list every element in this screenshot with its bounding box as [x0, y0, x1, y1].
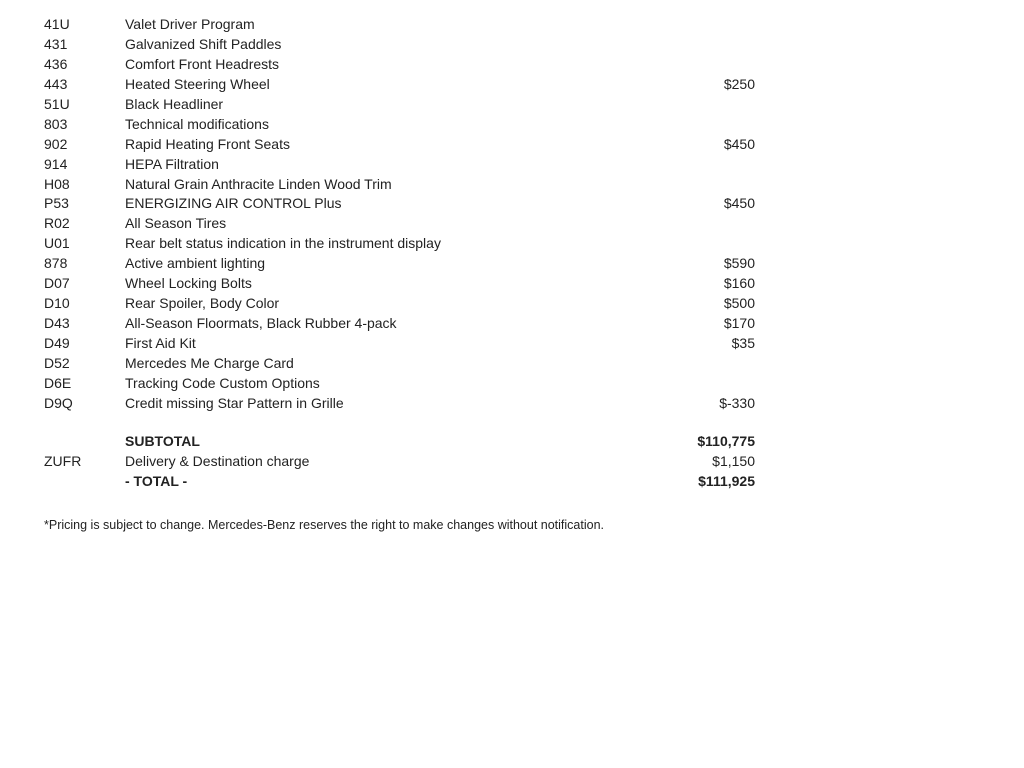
option-row: [0, 373, 1024, 393]
option-description: Comfort Front Headrests: [125, 55, 280, 72]
option-description: First Aid Kit: [125, 335, 196, 351]
option-description: Galvanized Shift Paddles: [125, 35, 282, 52]
option-code: 878: [44, 255, 68, 272]
option-description: All Season Tires: [125, 215, 227, 232]
option-code: 443: [44, 75, 68, 92]
option-code: D10: [44, 295, 70, 312]
option-row: [0, 134, 1024, 154]
option-row: [0, 154, 1024, 174]
option-row: [0, 273, 1024, 293]
option-code: 914: [44, 155, 68, 172]
delivery-row: [0, 451, 1024, 471]
option-row: [0, 114, 1024, 134]
option-description: Tracking Code Custom Options: [125, 374, 320, 391]
option-price: $450: [723, 135, 755, 152]
option-description: Rear Spoiler, Body Color: [125, 295, 280, 312]
option-price: $-330: [719, 394, 755, 411]
option-code: P53: [44, 195, 69, 212]
option-price: $170: [723, 315, 755, 332]
option-code: D49: [44, 335, 70, 351]
option-description: Black Headliner: [125, 95, 224, 112]
option-row: [0, 233, 1024, 253]
option-description: Active ambient lighting: [125, 255, 266, 272]
option-price: $160: [723, 275, 755, 292]
option-description: Rear belt status indication in the instrument display: [125, 235, 441, 252]
option-description: Valet Driver Program: [125, 16, 255, 32]
option-price: $250: [723, 75, 755, 92]
option-row: [0, 313, 1024, 333]
option-row: [0, 293, 1024, 313]
option-row: [0, 14, 1024, 34]
option-code: 41U: [44, 16, 70, 32]
option-code: H08: [44, 175, 70, 192]
option-price: $35: [731, 335, 755, 351]
option-description: ENERGIZING AIR CONTROL Plus: [125, 195, 342, 212]
subtotal-value: $110,775: [697, 433, 755, 449]
total-value: $111,925: [698, 472, 755, 489]
option-price: $450: [723, 195, 755, 212]
option-row: [0, 94, 1024, 114]
option-row: [0, 213, 1024, 233]
option-description: All-Season Floormats, Black Rubber 4-pack: [125, 315, 397, 332]
option-code: 902: [44, 135, 68, 152]
total-row: [0, 471, 1024, 491]
option-description: Technical modifications: [125, 115, 269, 132]
subtotal-label: SUBTOTAL: [125, 433, 200, 449]
option-row: [0, 193, 1024, 213]
option-row: [0, 174, 1024, 194]
total-label: - TOTAL -: [125, 472, 188, 489]
option-row: [0, 253, 1024, 273]
option-code: 436: [44, 55, 68, 72]
option-code: D9Q: [44, 394, 73, 411]
option-description: Rapid Heating Front Seats: [125, 135, 290, 152]
option-code: 51U: [44, 95, 70, 112]
delivery-label: Delivery & Destination charge: [125, 452, 310, 469]
option-row: [0, 333, 1024, 353]
option-code: D43: [44, 315, 70, 332]
option-row: [0, 34, 1024, 54]
totals-section: [0, 431, 1024, 491]
option-code: D52: [44, 354, 70, 371]
option-code: D6E: [44, 374, 72, 391]
option-description: Credit missing Star Pattern in Grille: [125, 394, 344, 411]
delivery-value: $1,150: [712, 452, 755, 469]
option-price: $590: [723, 255, 755, 272]
option-list: [0, 14, 1024, 413]
delivery-code: ZUFR: [44, 452, 82, 469]
subtotal-row: [0, 431, 1024, 451]
option-code: U01: [44, 235, 70, 252]
option-description: Mercedes Me Charge Card: [125, 354, 294, 371]
option-description: Heated Steering Wheel: [125, 75, 270, 92]
option-row: [0, 74, 1024, 94]
option-row: [0, 54, 1024, 74]
option-description: Wheel Locking Bolts: [125, 275, 252, 292]
option-description: Natural Grain Anthracite Linden Wood Trim: [125, 175, 392, 192]
option-code: R02: [44, 215, 70, 232]
option-code: D07: [44, 275, 70, 292]
option-description: HEPA Filtration: [125, 155, 219, 172]
option-code: 803: [44, 115, 68, 132]
option-row: [0, 393, 1024, 413]
option-code: 431: [44, 35, 68, 52]
option-row: [0, 353, 1024, 373]
pricing-footnote: *Pricing is subject to change. Mercedes-Benz reserves the right to make changes without notification.: [44, 518, 605, 532]
option-price: $500: [723, 295, 755, 312]
